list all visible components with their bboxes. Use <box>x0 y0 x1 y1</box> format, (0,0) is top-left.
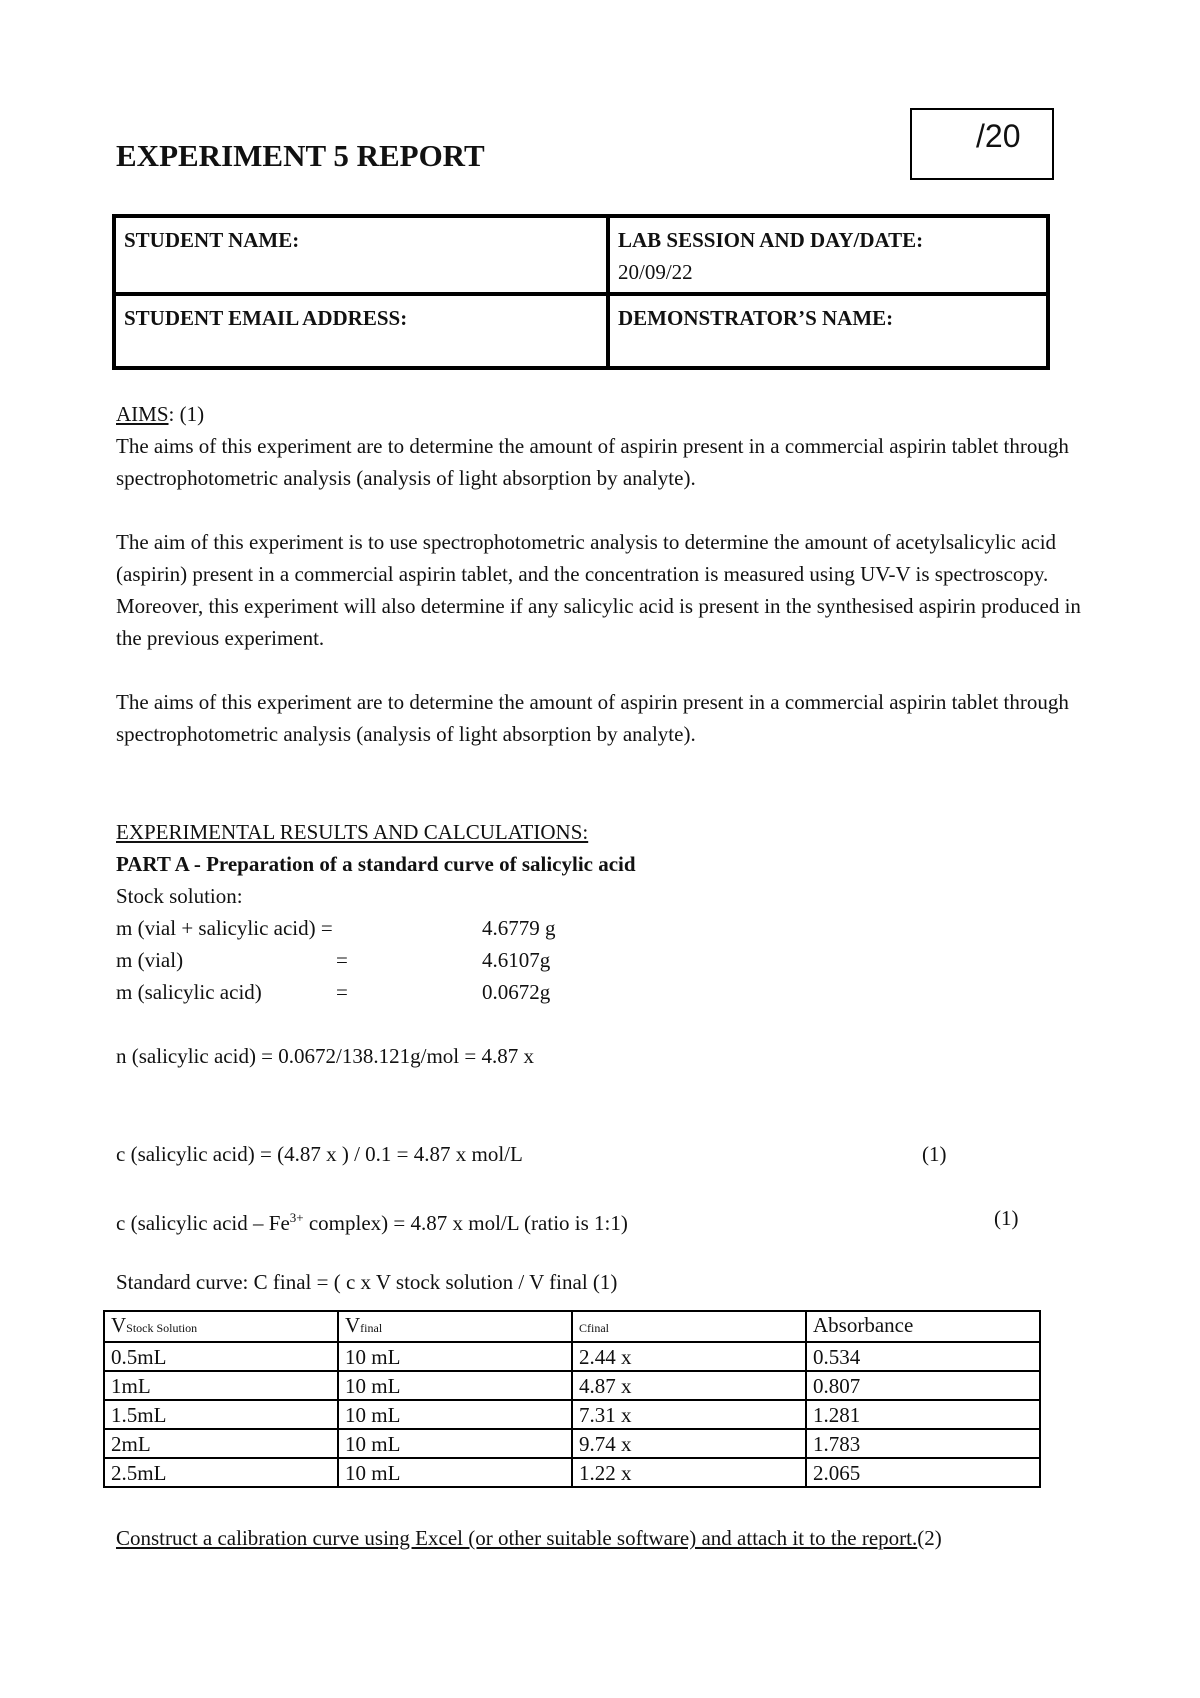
calibration-marks: (2) <box>917 1526 942 1550</box>
calibration-instruction: Construct a calibration curve using Excel (or other suitable software) and attach it to the report. <box>116 1526 918 1550</box>
table-cell: 0.807 <box>806 1371 1040 1400</box>
mass-row-label: m (salicylic acid) <box>116 980 262 1004</box>
results-heading: EXPERIMENTAL RESULTS AND CALCULATIONS: <box>116 820 589 844</box>
table-cell: 7.31 x <box>572 1400 806 1429</box>
header-cell: Absorbance <box>806 1311 1040 1342</box>
standard-curve-formula: Standard curve: C final = ( c x V stock solution / V final (1) <box>116 1270 618 1294</box>
table-cell: 10 mL <box>338 1342 572 1371</box>
table-cell: 1.783 <box>806 1429 1040 1458</box>
mass-row-equals: = <box>336 948 348 972</box>
table-cell: 1.22 x <box>572 1458 806 1487</box>
aims-paragraph-1: The aims of this experiment are to determine the amount of aspirin present in a commercial aspirin tablet through spectrophotometric analysis (analysis of light absorption by analyte). <box>116 434 1069 490</box>
stock-solution-label: Stock solution: <box>116 884 243 908</box>
complex-marks: (1) <box>994 1206 1019 1230</box>
mass-row-value: 4.6107g <box>482 948 551 972</box>
table-cell: 0.534 <box>806 1342 1040 1371</box>
table-row <box>104 1371 1040 1400</box>
aims-marks: : (1) <box>168 402 205 426</box>
complex-text-post: complex) = 4.87 x mol/L (ratio is 1:1) <box>303 1211 628 1235</box>
iron-charge: 3+ <box>289 1210 304 1225</box>
student-email-label: STUDENT EMAIL ADDRESS: <box>124 306 408 330</box>
table-cell: 2mL <box>104 1429 338 1458</box>
student-name-label: STUDENT NAME: <box>124 228 300 252</box>
mass-row-label: m (vial) <box>116 948 184 972</box>
aims-heading: AIMS <box>116 402 169 426</box>
page-title: EXPERIMENT 5 REPORT <box>116 138 485 173</box>
table-header-row <box>104 1311 1040 1342</box>
table-row <box>104 1400 1040 1429</box>
mass-row-value: 4.6779 g <box>482 916 556 940</box>
lab-session-label: LAB SESSION AND DAY/DATE: <box>618 228 924 252</box>
table-cell: 0.5mL <box>104 1342 338 1371</box>
header-cell: Vfinal <box>338 1311 572 1342</box>
table-cell: 10 mL <box>338 1371 572 1400</box>
table-cell: 4.87 x <box>572 1371 806 1400</box>
score-box <box>910 108 1054 180</box>
complex-text-pre: c (salicylic acid – Fe <box>116 1211 290 1235</box>
student-name-cell[interactable] <box>114 216 608 294</box>
header-cell: Cfinal <box>572 1311 806 1342</box>
table-row <box>104 1429 1040 1458</box>
part-a-heading: PART A - Preparation of a standard curve of salicylic acid <box>116 852 636 876</box>
table-cell: 1.281 <box>806 1400 1040 1429</box>
table-cell: 2.44 x <box>572 1342 806 1371</box>
standard-curve-table <box>103 1310 1041 1488</box>
table-cell: 10 mL <box>338 1458 572 1487</box>
table-cell: 1mL <box>104 1371 338 1400</box>
mass-row-equals: = <box>336 980 348 1004</box>
table-cell: 10 mL <box>338 1429 572 1458</box>
table-cell: 1.5mL <box>104 1400 338 1429</box>
lab-session-value: 20/09/22 <box>618 260 693 284</box>
demonstrator-label: DEMONSTRATOR’S NAME: <box>618 306 894 330</box>
table-cell: 2.5mL <box>104 1458 338 1487</box>
mass-row-value: 0.0672g <box>482 980 551 1004</box>
table-row <box>104 1458 1040 1487</box>
table-row <box>104 1342 1040 1371</box>
mass-row-label: m (vial + salicylic acid) = <box>116 916 333 940</box>
lab-session-cell[interactable] <box>608 216 1048 294</box>
table-cell: 2.065 <box>806 1458 1040 1487</box>
table-cell: 9.74 x <box>572 1429 806 1458</box>
aims-paragraph-3: The aims of this experiment are to determine the amount of aspirin present in a commercial aspirin tablet through spectrophotometric analysis (analysis of light absorption by analyte). <box>116 690 1069 746</box>
header-cell: VStock Solution <box>104 1311 338 1342</box>
score-total: /20 <box>976 118 1021 154</box>
aims-paragraph-2: The aim of this experiment is to use spectrophotometric analysis to determine the amount of acetylsalicylic acid (aspirin) present in a commercial aspirin tablet, and the concentration is measured using UV-V is spectroscopy. Moreover, this experiment will also determine if any salicylic acid is present in the synthesised aspirin produced in the previous experiment. <box>116 530 1081 650</box>
complex-concentration <box>116 1202 628 1239</box>
aims-heading-line <box>116 398 204 430</box>
student-email-cell[interactable] <box>114 294 608 368</box>
moles-calculation: n (salicylic acid) = 0.0672/138.121g/mol = 4.87 x <box>116 1044 534 1068</box>
concentration-calculation: c (salicylic acid) = (4.87 x ) / 0.1 = 4.87 x mol/L <box>116 1142 523 1166</box>
table-cell: 10 mL <box>338 1400 572 1429</box>
demonstrator-cell[interactable] <box>608 294 1048 368</box>
calibration-instruction-line <box>116 1522 942 1554</box>
student-info-table <box>112 214 1050 370</box>
concentration-marks: (1) <box>922 1142 947 1166</box>
